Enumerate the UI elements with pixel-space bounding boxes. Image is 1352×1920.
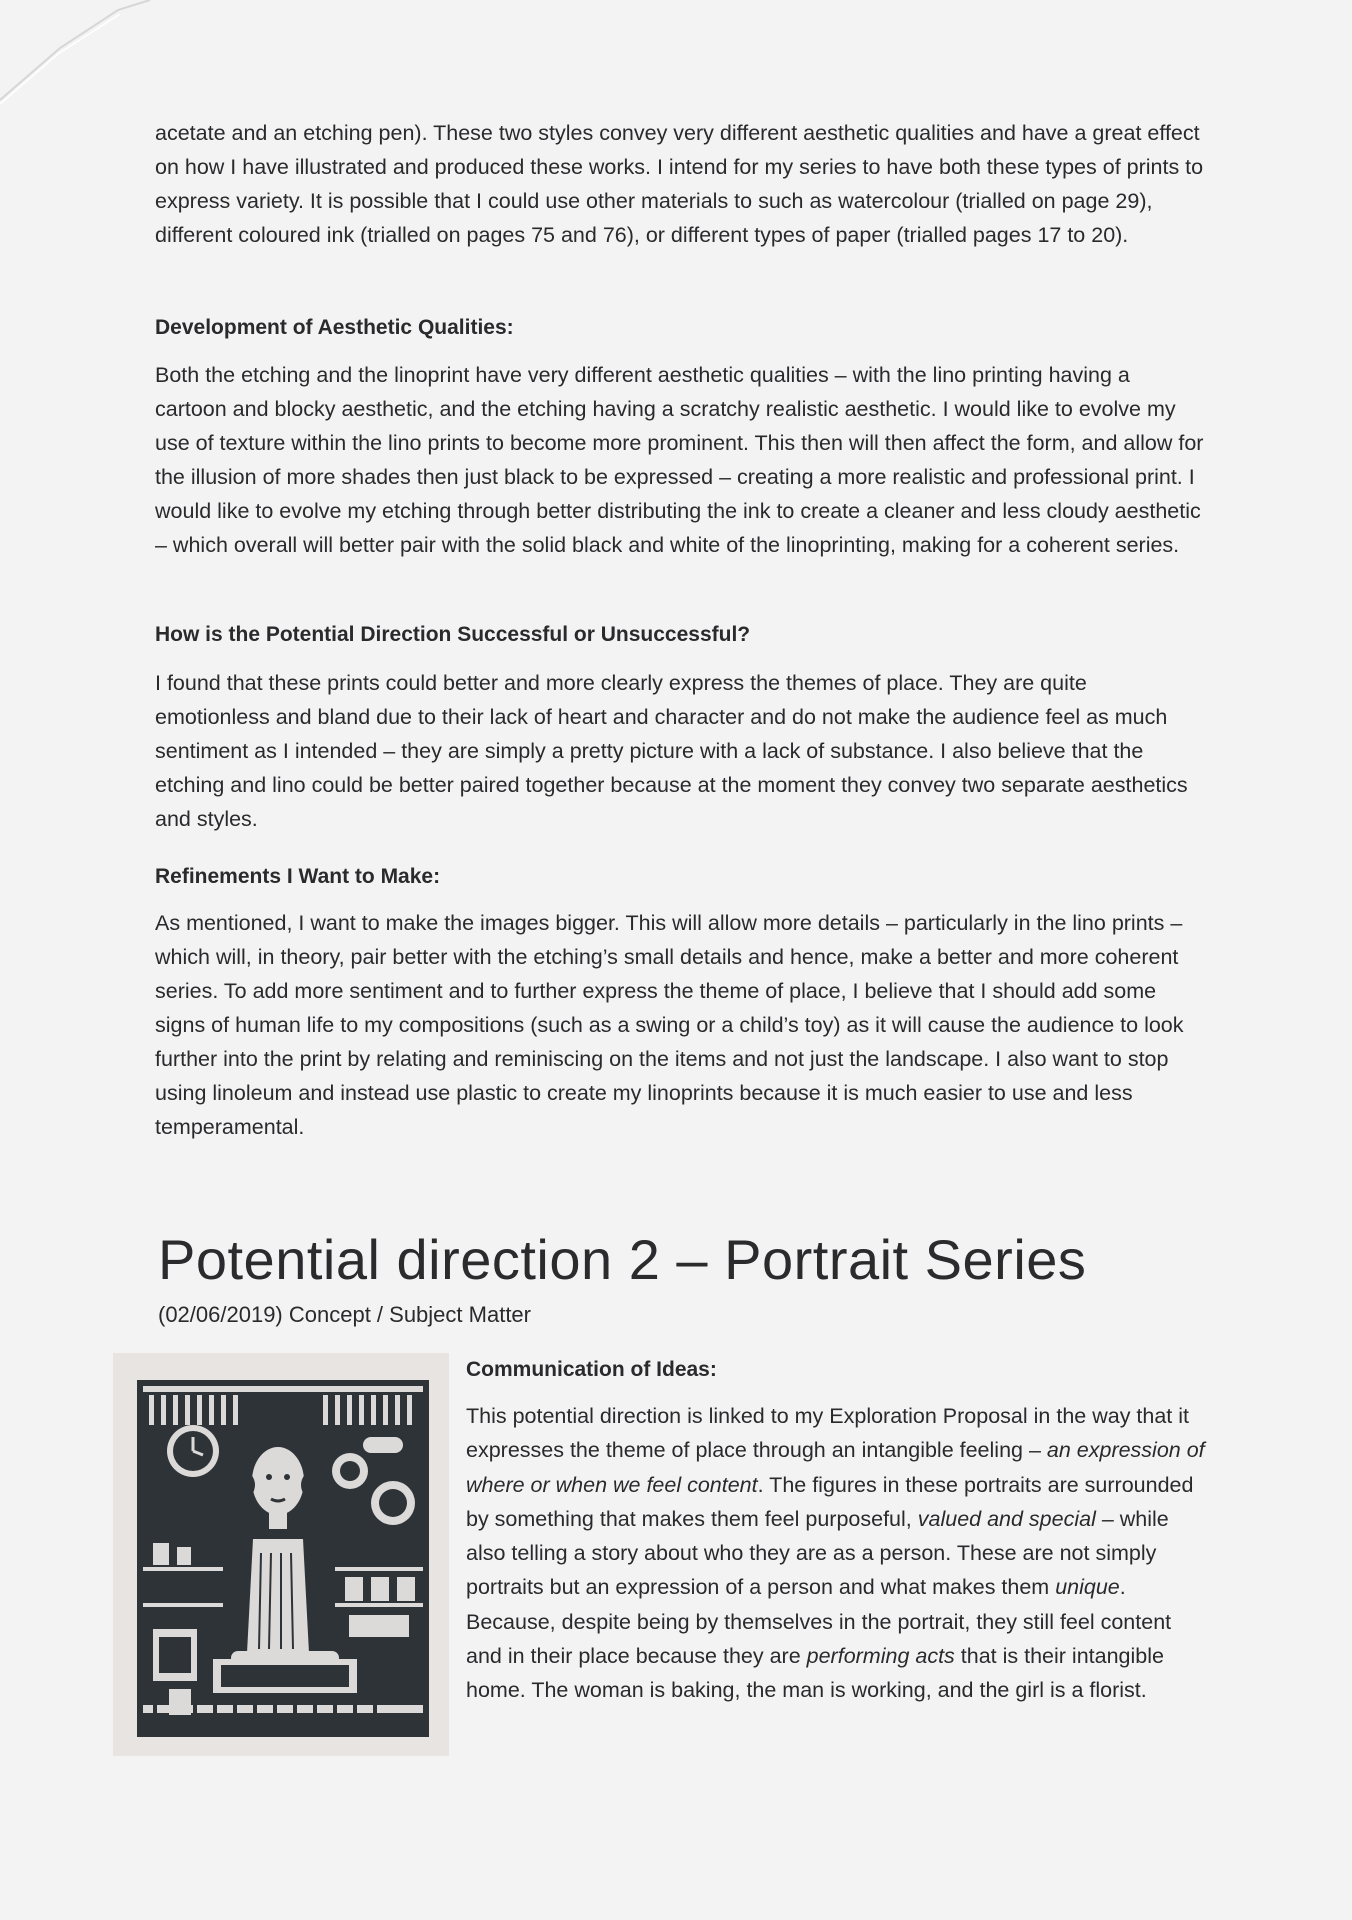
- linoprint-image: [113, 1353, 449, 1756]
- direction-2-title: Potential direction 2 – Portrait Series: [158, 1228, 1087, 1291]
- direction-2-subtitle: (02/06/2019) Concept / Subject Matter: [158, 1302, 531, 1327]
- section-heading-refinements: Refinements I Want to Make:: [155, 865, 441, 888]
- communication-text-2: . The figures in these portraits are surrounded by something that makes them feel purposeful,: [466, 1472, 1194, 1531]
- communication-text-1: This potential direction is linked to my Exploration Proposal in the way that it expresses the theme of place through an intangible feeling –: [466, 1404, 1190, 1463]
- paper-crease-mark: [0, 0, 200, 110]
- section-text-success: I found that these prints could better and more clearly express the themes of place. They are quite emotionless and bland due to their lack of heart and character and do not make the audience feel as much sentiment as I intended – they are simply a pretty picture with a lack of substance. I also believe that the etching and lino could be better paired together because at the moment they convey two separate aesthetics and styles.: [155, 671, 1188, 831]
- section-heading-success: How is the Potential Direction Successful or Unsuccessful?: [155, 623, 751, 646]
- section-text-aesthetic: Both the etching and the linoprint have very different aesthetic qualities – with the lino printing having a cartoon and blocky aesthetic, and the etching having a scratchy realistic aesthetic. I would like to evolve my use of texture within the lino prints to become more prominent. This then will then affect the form, and allow for the illusion of more shades then just black to be expressed – creating a more realistic and professional print. I would like to evolve my etching through better distributing the ink to create a cleaner and less cloudy aesthetic – which overall will better pair with the solid black and white of the linoprinting, making for a coherent series.: [155, 363, 1204, 557]
- communication-heading: Communication of Ideas:: [466, 1358, 717, 1381]
- communication-text-5: that is their intangible home. The woman is baking, the man is working, and the girl is a florist.: [466, 1644, 1164, 1703]
- communication-paragraph: [466, 1399, 1206, 1708]
- woman-baking-print-illustration: [113, 1353, 449, 1756]
- communication-emphasis-1: an expression of where or when we feel content: [466, 1438, 1205, 1497]
- section-heading-aesthetic: Development of Aesthetic Qualities:: [155, 316, 514, 339]
- communication-emphasis-2: valued and special: [917, 1506, 1096, 1531]
- section-text-refinements: As mentioned, I want to make the images bigger. This will allow more details – particularly in the lino prints – which will, in theory, pair better with the etching’s small details and hence, make a better and more coherent series. To add more sentiment and to further express the theme of place, I believe that I should add some signs of human life to my compositions (such as a swing or a child’s toy) as it will cause the audience to look further into the print by relating and reminiscing on the items and not just the landscape. I also want to stop using linoleum and instead use plastic to create my linoprints because it is much easier to use and less temperamental.: [155, 911, 1184, 1139]
- intro-paragraph: acetate and an etching pen). These two styles convey very different aesthetic qualities and have a great effect on how I have illustrated and produced these works. I intend for my series to have both these types of prints to express variety. It is possible that I could use other materials to such as watercolour (trialled on page 29), different coloured ink (trialled on pages 75 and 76), or different types of paper (trialled pages 17 to 20).: [155, 121, 1204, 247]
- communication-emphasis-3: unique: [1055, 1575, 1120, 1600]
- communication-section: [466, 1355, 1206, 1708]
- communication-emphasis-4: performing acts: [806, 1644, 955, 1669]
- communication-text-3: – while also telling a story about who they are as a person. These are not simply portraits but an expression of a person and what makes them: [466, 1506, 1169, 1600]
- communication-text-4: . Because, despite being by themselves in the portrait, they still feel content and in their place because they are: [466, 1575, 1172, 1669]
